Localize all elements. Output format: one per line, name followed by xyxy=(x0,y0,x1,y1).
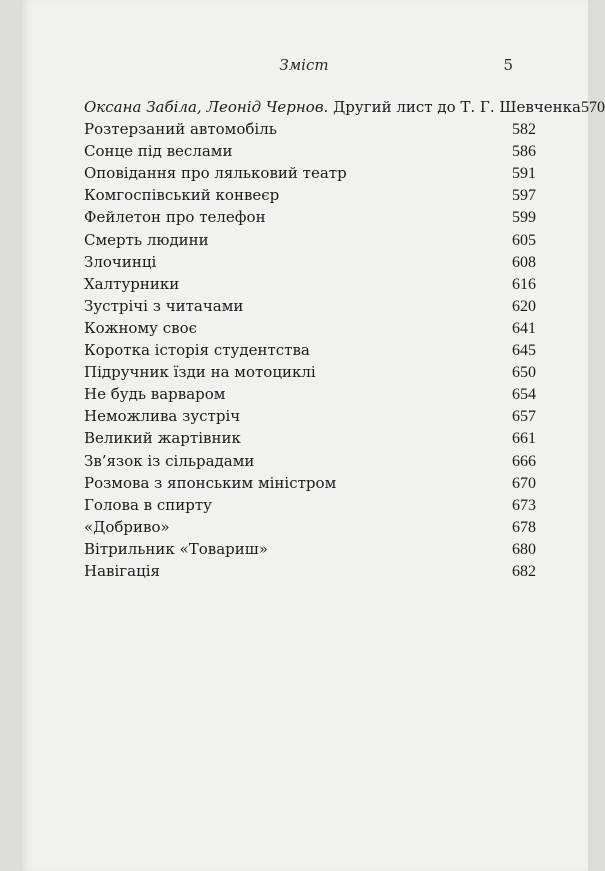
toc-entry-title xyxy=(84,162,347,184)
toc-entry xyxy=(84,206,536,228)
toc-entry-title-text: Злочинці xyxy=(84,252,157,271)
toc-entry xyxy=(84,229,536,251)
toc-entry-title-text: Розмова з японським міністром xyxy=(84,473,337,492)
toc-entry-title-text: Не будь варваром xyxy=(84,385,226,404)
toc-entry xyxy=(84,383,536,405)
toc-entry xyxy=(84,96,605,118)
toc-entry-title-text: Фейлетон про телефон xyxy=(84,208,266,227)
toc-entry xyxy=(84,450,536,472)
toc-entry xyxy=(84,251,536,273)
toc-entry xyxy=(84,361,536,383)
toc-entry-page: 597 xyxy=(512,187,536,205)
toc-entry-title-text: Великий жартівник xyxy=(84,429,241,448)
toc-entry xyxy=(84,162,536,184)
toc-entry-title xyxy=(84,494,212,516)
toc-entry-page: 657 xyxy=(512,408,536,426)
toc-entry-page: 570 xyxy=(580,99,605,116)
toc-entry-title-text: Розтерзаний автомобіль xyxy=(84,120,277,139)
toc-entry-page: 591 xyxy=(512,165,536,183)
toc-entry-title-text: Смерть людини xyxy=(84,230,209,249)
toc-entry-title-text: Неможлива зустріч xyxy=(84,407,241,426)
toc-entry-title xyxy=(84,383,225,405)
toc-entry-title-text: Халтурники xyxy=(84,274,180,293)
toc-entry-page: 620 xyxy=(512,297,536,315)
table-of-contents xyxy=(84,96,605,582)
toc-entry-page: 582 xyxy=(512,121,536,139)
toc-entry-title-text: Сонце під веслами xyxy=(84,142,233,161)
toc-entry-page: 608 xyxy=(512,253,536,271)
toc-entry-page: 650 xyxy=(512,364,536,382)
toc-entry-title xyxy=(84,140,232,162)
toc-entry xyxy=(84,538,536,560)
toc-entry-title-text: Вітрильник «Товариш» xyxy=(84,539,268,558)
toc-entry-title xyxy=(84,206,266,228)
toc-entry xyxy=(84,317,536,339)
toc-entry-title-text: Підручник їзди на мотоциклі xyxy=(84,363,316,382)
toc-entry-title-text: Зустрічі з читачами xyxy=(84,296,244,315)
toc-entry-page: 670 xyxy=(512,474,536,492)
toc-entry-title-text: «Добриво» xyxy=(84,517,170,536)
toc-entry xyxy=(84,427,536,449)
toc-entry-title xyxy=(84,317,197,339)
toc-entry-title-text: Другий лист до Т. Г. Шевченка xyxy=(328,98,581,116)
toc-entry-title xyxy=(84,405,240,427)
book-page xyxy=(20,0,605,871)
toc-entry-title xyxy=(84,339,310,361)
toc-entry-page: 641 xyxy=(512,319,536,337)
toc-entry-page: 680 xyxy=(512,540,536,558)
toc-entry-title xyxy=(84,273,179,295)
toc-entry xyxy=(84,494,536,516)
toc-entry-title-text: Комгоспівський конвеєр xyxy=(84,186,280,205)
toc-entry-title xyxy=(84,295,243,317)
toc-entry-page: 586 xyxy=(512,143,536,161)
toc-entry xyxy=(84,405,536,427)
toc-entry-title xyxy=(84,184,279,206)
toc-entry-title-text: Навігація xyxy=(84,561,160,580)
toc-entry-title xyxy=(84,427,241,449)
toc-entry-title xyxy=(84,450,254,472)
toc-entry xyxy=(84,273,536,295)
toc-entry-page: 654 xyxy=(512,386,536,404)
toc-entry-page: 661 xyxy=(512,430,536,448)
toc-entry-page: 666 xyxy=(512,452,536,470)
toc-entry-title xyxy=(84,361,316,383)
toc-entry-page: 678 xyxy=(512,518,536,536)
toc-entry-page: 599 xyxy=(512,209,536,227)
toc-entry-title xyxy=(84,229,209,251)
toc-entry-title xyxy=(84,472,336,494)
toc-entry-author: Оксана Забіла, Леонід Чернов. xyxy=(84,98,329,116)
toc-entry-page: 605 xyxy=(512,231,536,249)
toc-entry-title xyxy=(84,516,170,538)
toc-entry xyxy=(84,472,536,494)
toc-entry-page: 682 xyxy=(512,562,536,580)
toc-entry xyxy=(84,560,536,582)
toc-entry-title-text: Коротка історія студентства xyxy=(84,341,310,360)
toc-entry-page: 616 xyxy=(512,275,536,293)
toc-entry-title xyxy=(84,96,581,118)
toc-entry-title xyxy=(84,560,160,582)
header-page-number: 5 xyxy=(503,56,513,74)
toc-entry xyxy=(84,339,536,361)
header-title: Зміст xyxy=(279,56,329,74)
toc-entry xyxy=(84,184,536,206)
toc-entry xyxy=(84,516,536,538)
toc-entry-title-text: Кожному своє xyxy=(84,318,198,337)
toc-entry-title xyxy=(84,538,268,560)
toc-entry xyxy=(84,140,536,162)
toc-entry-title xyxy=(84,118,277,140)
running-header xyxy=(20,56,588,78)
toc-entry-page: 645 xyxy=(512,342,536,360)
toc-entry-title-text: Оповідання про ляльковий театр xyxy=(84,164,347,183)
toc-entry xyxy=(84,295,536,317)
toc-entry xyxy=(84,118,536,140)
toc-entry-title-text: Зв’язок із сільрадами xyxy=(84,451,255,470)
toc-entry-page: 673 xyxy=(512,496,536,514)
toc-entry-title-text: Голова в спирту xyxy=(84,495,213,514)
toc-entry-title xyxy=(84,251,156,273)
